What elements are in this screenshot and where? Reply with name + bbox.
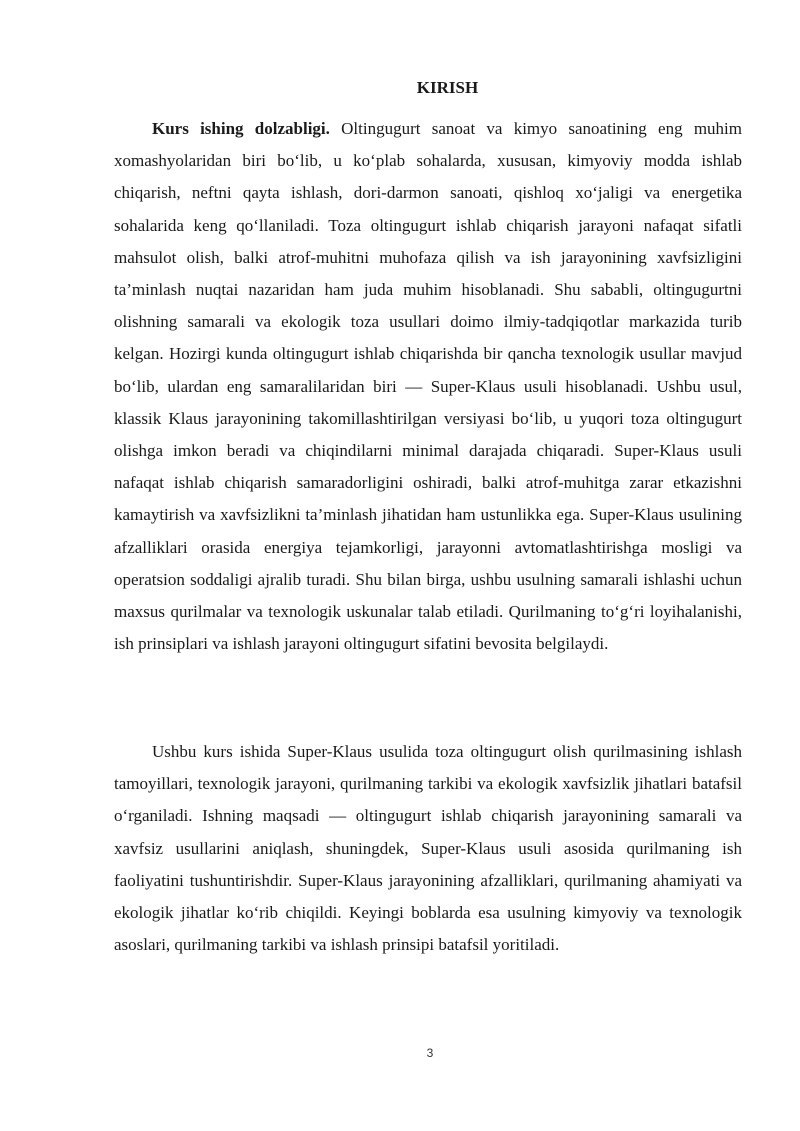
section-heading: KIRISH xyxy=(416,78,479,97)
paragraph-lead: Kurs ishing dolzabligi. xyxy=(152,119,330,138)
paragraph-relevance xyxy=(114,113,742,660)
paragraph-1 xyxy=(114,113,742,660)
paragraph-purpose xyxy=(114,736,742,961)
paragraph-1-text: Oltingugurt sanoat va kimyo sanoatining eng muhim xomashyolaridan biri bo‘lib, u ko‘plab sohalarda, xususan, kimyoviy modda ishlab chiqarish, neftni qayta ishlash, dori-darmon sanoati, qishloq xo‘jaligi va energetika sohalarida keng qo‘llaniladi. Toza oltingugurt ishlab chiqarish jarayoni nafaqat sifatli mahsulot olish, balki atrof-muhitni muhofaza qilish va ish jarayonining xavfsizligini ta’minlash nuqtai nazaridan ham juda muhim hisoblanadi. Shu sababli, oltingugurtni olishning samarali va ekologik toza usullari doimo ilmiy-tadqiqotlar markazida turib kelgan. Hozirgi kunda oltingugurt ishlab chiqarishda bir qancha texnologik usullar mavjud bo‘lib, ulardan eng samaralilaridan biri — Super-Klaus usuli hisoblanadi. Ushbu usul, klassik Klaus jarayonining takomillashtirilgan versiyasi bo‘lib, u yuqori toza oltingugurt olishga imkon beradi va chiqindilarni minimal darajada chiqaradi. Super-Klaus usuli nafaqat ishlab chiqarish samaradorligini oshiradi, balki atrof-muhitga zarar etkazishni kamaytirish va xavfsizlikni ta’minlash jihatidan ham ustunlikka ega. Super-Klaus usulining afzalliklari orasida energiya tejamkorligi, jarayonni avtomatlashtirishga mosligi va operatsion soddaligi ajralib turadi. Shu bilan birga, ushbu usulning samarali ishlashi uchun maxsus qurilmalar va texnologik uskunalar talab etiladi. Qurilmaning to‘g‘ri loyihalanishi, ish prinsiplari va ishlash jarayoni oltingugurt sifatini bevosita belgilaydi. xyxy=(114,119,742,654)
paragraph-2: Ushbu kurs ishida Super-Klaus usulida toza oltingugurt olish qurilmasining ishlash tamoyillari, texnologik jarayoni, qurilmaning tarkibi va ekologik xavfsizlik jihatlari batafsil o‘rganiladi. Ishning maqsadi — oltingugurt ishlab chiqarish jarayonining samarali va xavfsiz usullarini aniqlash, shuningdek, Super-Klaus usuli asosida qurilmaning ish faoliyatini tushuntirishdir. Super-Klaus jarayonining afzalliklari, qurilmaning ahamiyati va ekologik jihatlar ko‘rib chiqildi. Keyingi boblarda esa usulning kimyoviy va texnologik asoslari, qurilmaning tarkibi va ishlash prinsipi batafsil yoritiladi. xyxy=(114,742,742,955)
page-number: 3 xyxy=(426,1046,434,1060)
